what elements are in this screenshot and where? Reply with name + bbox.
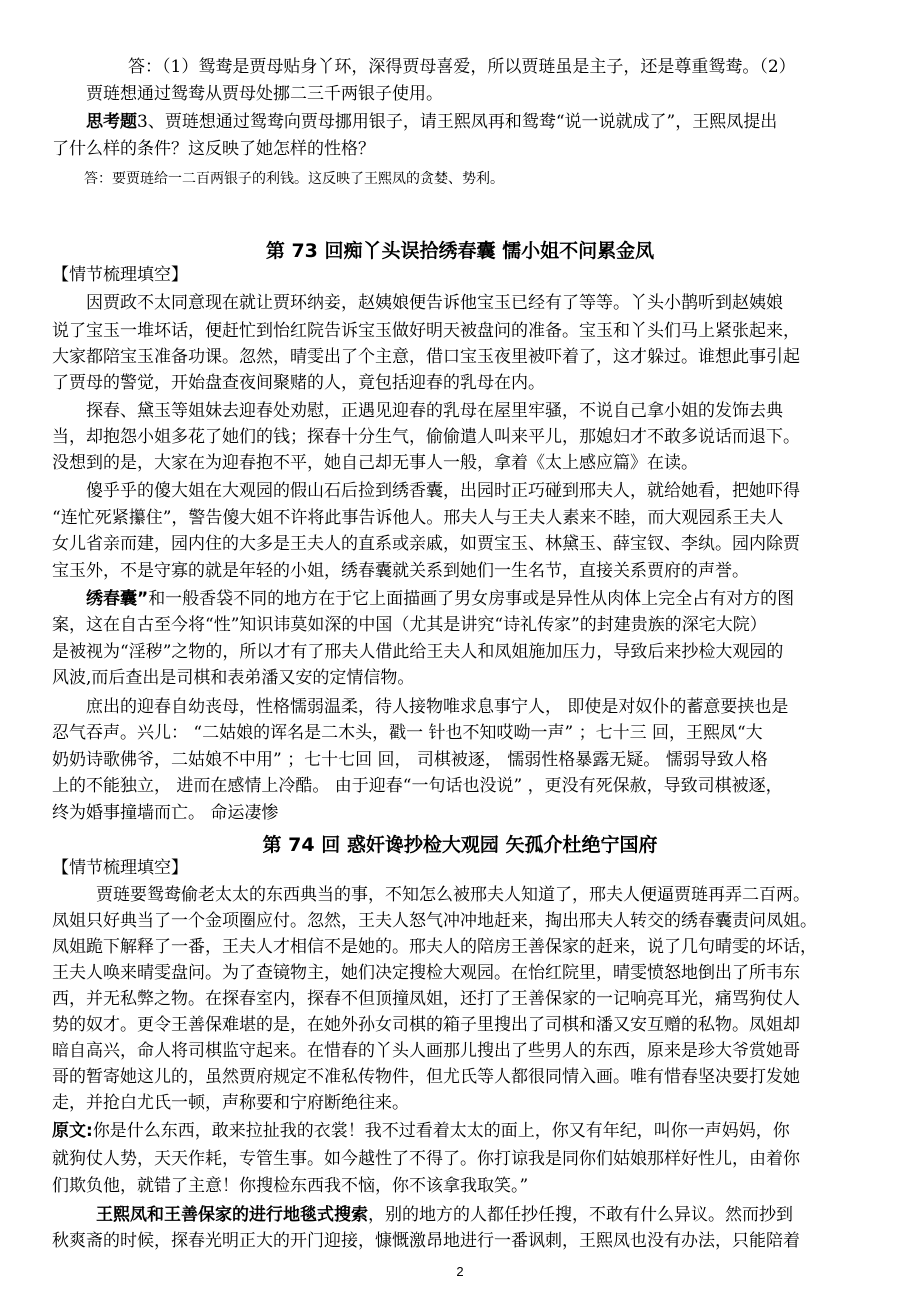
ch74-original-text: 你是什么东西，敢来拉扯我的衣裳！我不过看着太太的面上，你又有年纪，叫你一声妈妈，你 (92, 1121, 790, 1141)
ch73-p5-line: 忍气吞声。兴儿： “二姑娘的诨名是二木头，戳一 针也不知哎呦一声” ；七十三 回，王熙凤“大 (52, 723, 763, 743)
ch74-p3-text: ，别的地方的人都任抄任搜，不敢有什么异议。然而抄到 (368, 1205, 793, 1225)
question-label: 思考题 (86, 112, 137, 132)
ch73-p3-line: “连忙死紧攥住”，警告傻大姐不许将此事告诉他人。邢夫人与王夫人素来不睦，而大观园系王夫人 (52, 508, 784, 528)
ch74-p1-line: 西，并无私弊之物。在探春室内，探春不但顶撞凤姐，还打了王善保家的一记响亮耳光，痛骂狗仗人 (52, 989, 800, 1009)
ch73-p2-line: 探春、黛玉等姐妹去迎春处劝慰，正遇见迎春的乳母在屋里牢骚，不说自己拿小姐的发饰去典 (86, 401, 783, 421)
ch73-p1-line: 了贾母的警觉，开始盘查夜间聚赌的人，竟包括迎春的乳母在内。 (52, 373, 545, 393)
original-label: 原文: (52, 1121, 93, 1141)
ch73-p3-line: 宝玉外，不是守寡的就是年轻的小姐，绣春囊就关系到她们一生名节，直接关系贾府的声誉。 (52, 561, 749, 581)
ch74-p3-bold-phrase: 王熙凤和王善保家的进行地毯式搜索 (96, 1205, 368, 1225)
question-3-text: 3、贾琏想通过鸳鸯向贾母挪用银子，请王熙凤再和鸳鸯“说一说就成了”，王熙凤提出 (137, 112, 778, 132)
ch74-p1-line: 贾琏要鸳鸯偷老太太的东西典当的事，不知怎么被邢夫人知道了，邢夫人便逼贾琏再弄二百两。 (96, 885, 810, 905)
ch74-p3-line: 秋爽斋的时候，探春光明正大的开门迎接，慷慨激昂地进行一番讽刺，王熙凤也没有办法，只能陪着 (52, 1231, 800, 1251)
answer-1-line-1: 答：（1）鸳鸯是贾母贴身丫环，深得贾母喜爱，所以贾琏虽是主子，还是尊重鸳鸯。（2） (128, 57, 796, 77)
ch73-p5-line: 上的不能独立， 进而在感情上冷酷。 由于迎春“一句话也没说” ，更没有死保赦，导致司棋被逐， (52, 776, 783, 796)
chapter-74-title: 第 74 回 惑奸谗抄检大观园 矢孤介杜绝宁国府 (262, 834, 658, 856)
ch73-p1-line: 大家都陪宝玉准备功课。忽然，晴雯出了个主意，借口宝玉夜里被吓着了，这才躲过。谁想此事引起 (52, 347, 800, 367)
ch73-p5-line: 奶奶诗歌佛爷，二姑娘不中用” ；七十七回 回， 司棋被逐， 懦弱性格暴露无疑。 懦弱导致人格 (52, 750, 768, 770)
ch74-original-line: 们欺负他，就错了主意！你搜检东西我不恼，你不该拿我取笑。” (52, 1176, 529, 1196)
ch73-p4-line: 是被视为“淫秽”之物的，所以才有了邢夫人借此给王夫人和凤姐施加压力，导致后来抄检大观园的 (52, 642, 784, 662)
ch74-p1-line: 凤姐只好典当了一个金项圈应付。忽然，王夫人怒气冲冲地赶来，掏出邢夫人转交的绣春囊责问凤姐。 (52, 911, 817, 931)
ch73-p4-bold-term: 绣春囊” (86, 589, 149, 609)
ch74-p1-line: 王夫人唤来晴雯盘问。为了查镜物主，她们决定搜检大观园。在怡红院里，晴雯愤怒地倒出了所韦东 (52, 963, 800, 983)
ch73-p5-line: 终为婚事撞墙而亡。 命运凄惨 (52, 803, 279, 823)
ch74-original-line (52, 1120, 790, 1142)
ch73-p2-line: 当，却抱怨小姐多花了她们的钱；探春十分生气，偷偷遣人叫来平儿，那媳妇才不敢多说话而退下。 (52, 427, 800, 447)
ch74-original-line: 就狗仗人势，天天作耗，专管生事。如今越性了不得了。你打谅我是同你们姑娘那样好性儿，由着你 (52, 1149, 800, 1169)
question-3-line-1 (86, 111, 777, 133)
ch74-p1-line: 走，并抢白尤氏一顿，声称要和宁府断绝往来。 (52, 1093, 409, 1113)
ch74-p1-line: 哥的暂寄她这儿的，虽然贾府规定不准私传物件，但尤氏等人都很同情入画。唯有惜春坚决要打发她 (52, 1067, 800, 1087)
ch73-p3-line: 傻乎乎的傻大姐在大观园的假山石后捡到绣香囊，出园时正巧碰到邢夫人，就给她看，把她吓得 (86, 481, 800, 501)
ch73-p1-line: 因贾政不太同意现在就让贾环纳妾，赵姨娘便告诉他宝玉已经有了等等。丫头小鹊听到赵姨娘 (86, 293, 783, 313)
ch74-p1-line: 暗自高兴，命人将司棋监守起来。在惜春的丫头人画那儿搜出了些男人的东西，原来是珍大爷赏她哥 (52, 1041, 800, 1061)
ch73-p5-line: 庶出的迎春自幼丧母，性格懦弱温柔，待人接物唯求息事宁人， 即使是对奴仆的蓄意要挟也是 (86, 697, 789, 717)
ch73-p2-line: 没想到的是，大家在为迎春抱不平，她自己却无事人一般，拿着《太上感应篇》在读。 (52, 453, 698, 473)
ch73-p4-text: 和一般香袋不同的地方在于它上面描画了男女房事或是异性从肉体上完全占有对方的图 (148, 589, 795, 609)
answer-1-line-2: 贾琏想通过鸳鸯从贾母处挪二三千两银子使用。 (86, 84, 443, 104)
page-number: 2 (456, 1264, 464, 1279)
answer-3: 答：要贾琏给一二百两银子的利钱。这反映了王熙凤的贪婪、势利。 (84, 171, 504, 187)
ch73-p4-line: 风波,而后查出是司棋和表弟潘又安的定情信物。 (52, 668, 415, 688)
chapter-73-title: 第 73 回痴丫头误拾绣春囊 懦小姐不问累金凤 (265, 240, 655, 262)
ch73-p4-line (86, 588, 794, 610)
ch74-p3-line (96, 1204, 793, 1226)
ch74-p1-line: 凤姐跪下解释了一番，王夫人才相信不是她的。邢夫人的陪房王善保家的赶来，说了几句晴雯的坏话， (52, 937, 817, 957)
question-3-line-2: 了什么样的条件？这反映了她怎样的性格？ (52, 139, 375, 159)
ch74-p1-line: 势的奴才。更令王善保难堪的是，在她外孙女司棋的箱子里搜出了司棋和潘又安互赠的私物。凤姐却 (52, 1015, 800, 1035)
ch73-p3-line: 女儿省亲而建，园内住的大多是王夫人的直系或亲戚，如贾宝玉、林黛玉、薛宝钗、李纨。园内除贾 (52, 534, 800, 554)
ch73-p4-line: 案，这在自古至今将“性”知识讳莫如深的中国（尤其是讲究“诗礼传家”的封建贵族的深宅大院） (52, 615, 767, 635)
ch73-p1-line: 说了宝玉一堆坏话，便赶忙到怡红院告诉宝玉做好明天被盘问的准备。宝玉和丫头们马上紧张起来， (52, 321, 800, 341)
chapter-73-heading: 【情节梳理填空】 (52, 265, 188, 285)
chapter-74-heading: 【情节梳理填空】 (52, 858, 188, 878)
